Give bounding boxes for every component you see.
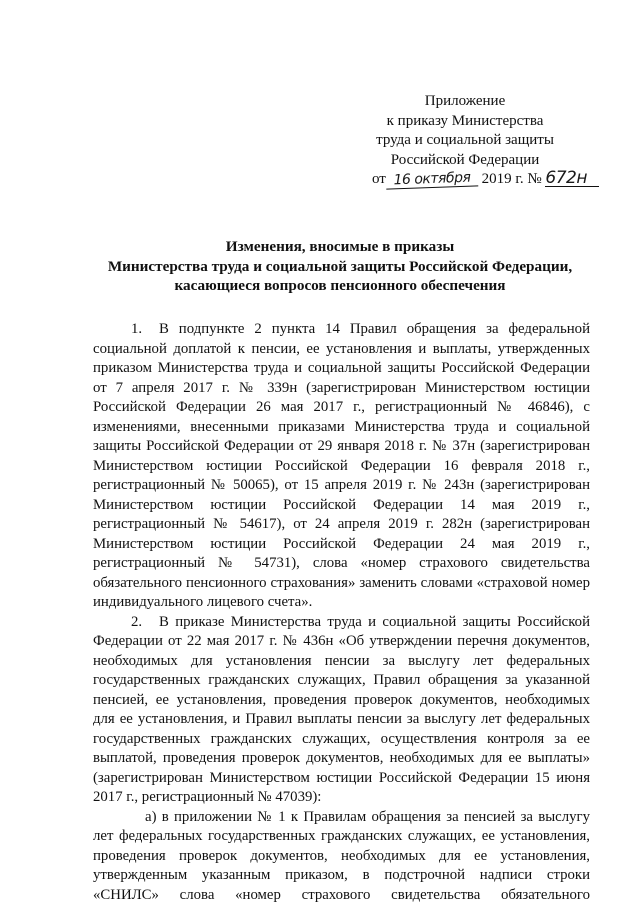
document-body <box>93 320 590 905</box>
title-line: Министерства труда и социальной защиты Российской Федерации, <box>107 257 573 275</box>
paragraph-2 <box>93 613 590 808</box>
order-date-handwritten: 16 октября <box>386 169 479 189</box>
order-number-handwritten: 672н <box>545 170 599 187</box>
title-line: Изменения, вносимые в приказы <box>225 238 455 255</box>
order-year: 2019 г. № <box>481 171 542 187</box>
appendix-line: труда и социальной защиты <box>376 132 554 148</box>
appendix-line: к приказу Министерства <box>386 112 544 129</box>
order-reference <box>372 170 612 188</box>
appendix-block <box>360 92 570 170</box>
paragraph-text: а) в приложении № 1 к Правилам обращения за пенсией за выслугу лет федеральных государственных гражданских служащих, ее установления, проведения проверок документов, необходимых для ее установления, утвержденным указанным приказом, в подстрочной надписи строки «СНИЛС» слова «номер страхового свидетельства обязательного <box>93 808 590 903</box>
paragraph-number: 2. <box>131 613 143 630</box>
paragraph-text: В приказе Министерства труда и социальной защиты Российской Федерации от 22 мая 2017 г. № 436н «Об утверждении перечня документов, необходимых для установления пенсии за выслугу лет федеральных государственных гражданских служащих, Правил обращения за указанной пенсией, ее установления, проведения проверок документов, необходимых для ее установления, и Правил выплаты пенсии за выслугу лет федеральных государственных гражданских служащих, осуществления контроля за ее выплатой, проведения проверок документов, необходимых для ее выплаты» (зарегистрирован Министерством юстиции Российской Федерации 15 июня 2017 г., регистрационный № 47039): <box>93 613 590 805</box>
paragraph-1 <box>93 320 590 613</box>
appendix-line: Приложение <box>424 93 506 109</box>
paragraph-number: 1. <box>131 321 143 337</box>
order-prefix: от <box>372 171 386 187</box>
title-line: касающиеся вопросов пенсионного обеспечения <box>174 277 506 294</box>
paragraph-text: В подпункте 2 пункта 14 Правил обращения за федеральной социальной доплатой к пенсии, ее установления и выплаты, утвержденных приказом Министерства труда и социальной защиты Российской Федерации от 7 апреля 2017 г. № 339н (зарегистрирован Министерством юстиции Российской Федерации 26 мая 2017 г., регистрационный № 46846), с изменениями, внесенными приказами Министерства труда и социальной защиты Российской Федерации от 29 января 2018 г. № 37н (зарегистрирован Министерством юстиции Российской Федерации 16 февраля 2018 г., регистрационный № 50065), от 15 апреля 2019 г. № 243н (зарегистрирован Министерством юстиции Российской Федерации 14 мая 2019 г., регистрационный № 54617), от 24 апреля 2019 г. 282н (зарегистрирован Министерством юстиции Российской Федерации 24 мая 2019 г., регистрационный № 54731), слова «номер страхового свидетельства обязательного пенсионного страхования» заменить словами «страховой номер индивидуального лицевого счета». <box>93 321 590 610</box>
paragraph-3 <box>93 808 590 905</box>
appendix-line: Российской Федерации <box>390 151 540 168</box>
document-title <box>90 237 590 296</box>
